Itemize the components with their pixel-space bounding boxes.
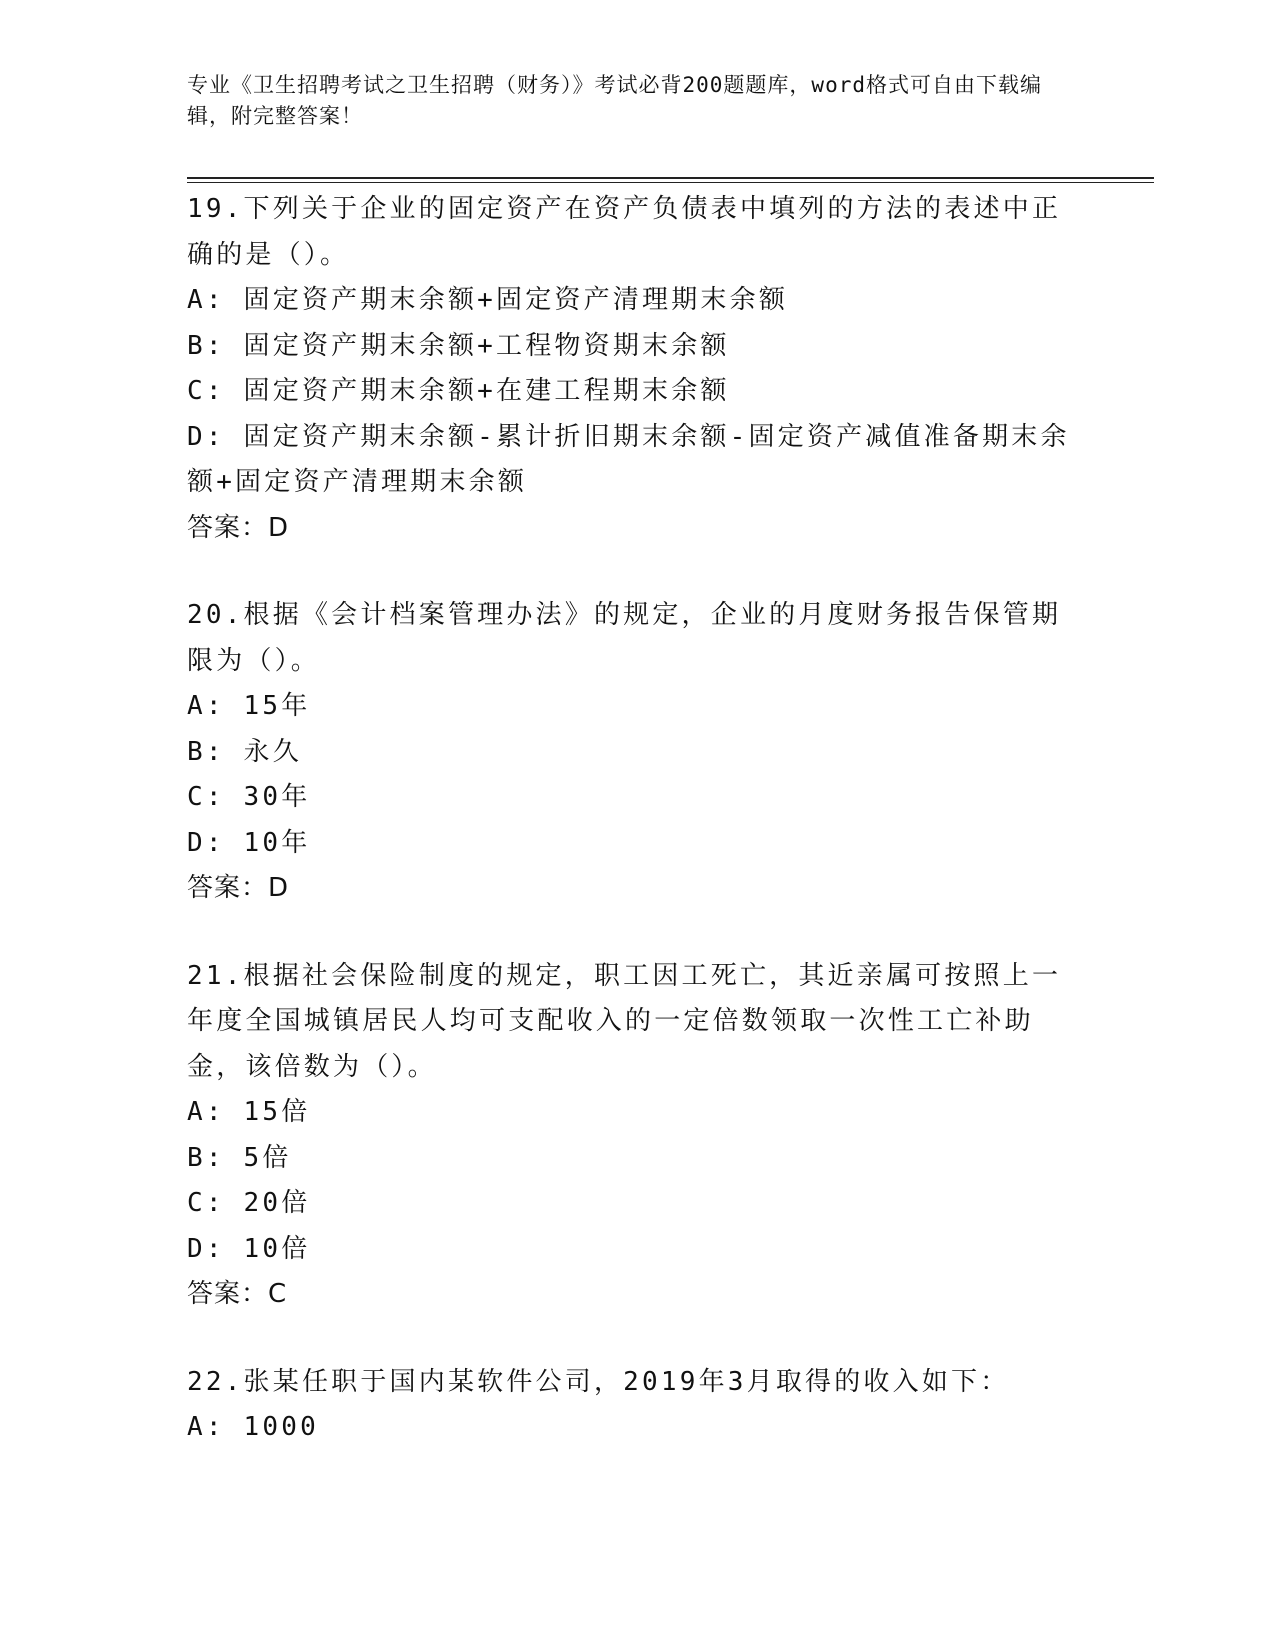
question-stem: 19.下列关于企业的固定资产在资产负债表中填列的方法的表述中正确的是（）。 xyxy=(187,194,1062,270)
option-c: C: 20倍 xyxy=(187,1188,311,1218)
option-a: A: 15倍 xyxy=(187,1097,311,1127)
document-header: 专业《卫生招聘考试之卫生招聘（财务）》考试必背200题题库，word格式可自由下载编辑，附完整答案！ xyxy=(187,73,1042,128)
answer: 答案：D xyxy=(187,873,290,903)
question-stem: 20.根据《会计档案管理办法》的规定，企业的月度财务报告保管期限为（）。 xyxy=(187,600,1062,676)
question-stem: 22.张某任职于国内某软件公司，2019年3月取得的收入如下： xyxy=(187,1366,1010,1397)
option-b: B: 固定资产期末余额+工程物资期末余额 xyxy=(187,330,730,361)
question-list xyxy=(187,187,1077,1493)
option-c: C: 30年 xyxy=(187,782,311,812)
question-21 xyxy=(187,954,1077,1318)
question-19 xyxy=(187,187,1077,551)
option-a: A: 15年 xyxy=(187,691,311,721)
option-d: D: 固定资产期末余额-累计折旧期末余额-固定资产减值准备期末余额+固定资产清理期末余额 xyxy=(187,421,1070,497)
answer: 答案：C xyxy=(187,1279,288,1309)
question-20 xyxy=(187,593,1077,912)
answer: 答案：D xyxy=(187,512,290,543)
option-c: C: 固定资产期末余额+在建工程期末余额 xyxy=(187,376,730,406)
question-22 xyxy=(187,1360,1077,1451)
option-a: A: 1000 xyxy=(187,1412,319,1442)
option-d: D: 10年 xyxy=(187,827,311,858)
question-stem: 21.根据社会保险制度的规定，职工因工死亡，其近亲属可按照上一年度全国城镇居民人均可支配收入的一定倍数领取一次性工亡补助金，该倍数为（）。 xyxy=(187,960,1062,1082)
option-a: A: 固定资产期末余额+固定资产清理期末余额 xyxy=(187,285,789,315)
option-b: B: 5倍 xyxy=(187,1142,292,1173)
header-divider-thick xyxy=(187,177,1154,179)
option-b: B: 永久 xyxy=(187,736,302,767)
option-d: D: 10倍 xyxy=(187,1233,311,1264)
header-divider-thin xyxy=(187,182,1154,183)
